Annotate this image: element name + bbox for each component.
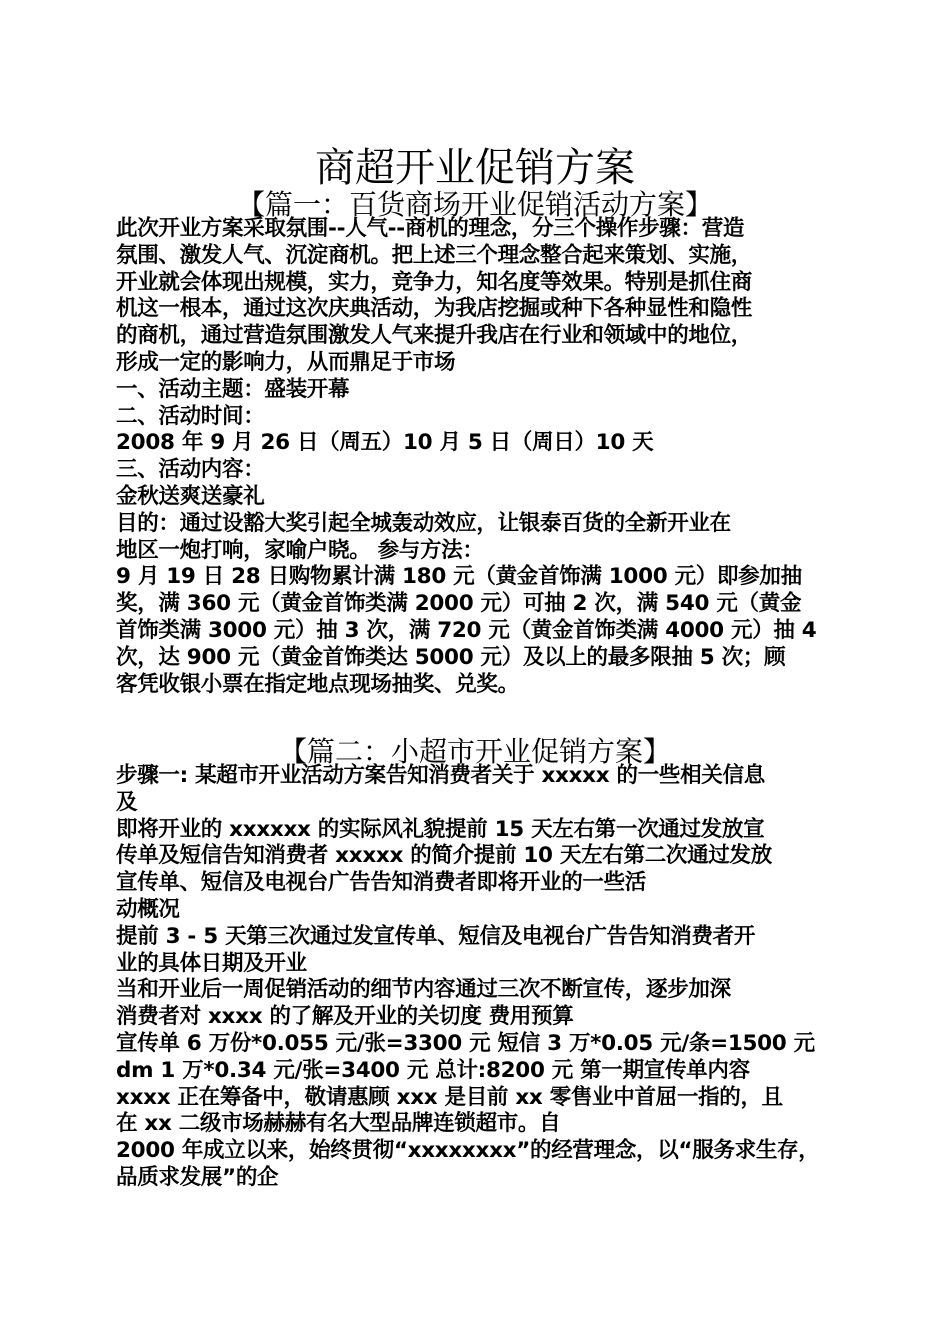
text-line: 地区一炮打响，家喻户晓。 参与方法： bbox=[116, 537, 484, 563]
text-line: 2008 年 9 月 26 日（周五）10 月 5 日（周日）10 天 bbox=[116, 430, 654, 456]
text-line: 传单及短信告知消费者 xxxxx 的简介提前 10 天左右第二次通过发放 bbox=[116, 843, 772, 869]
text-line: 氛围、激发人气、沉淀商机。把上述三个理念整合起来策划、实施， bbox=[116, 242, 753, 268]
text-line: 首饰类满 3000 元）抽 3 次，满 720 元（黄金首饰类满 4000 元）抽 4 bbox=[116, 617, 817, 643]
text-line: 一、活动主题：盛装开幕 bbox=[116, 376, 350, 402]
text-line: 2000 年成立以来，始终贯彻“xxxxxxxx”的经营理念，以“服务求生存， bbox=[116, 1138, 820, 1164]
text-line: 业的具体日期及开业 bbox=[116, 950, 307, 976]
text-line: 次，达 900 元（黄金首饰类达 5000 元）及以上的最多限抽 5 次；顾 bbox=[116, 644, 786, 670]
text-line: 的商机，通过营造氛围激发人气来提升我店在行业和领域中的地位， bbox=[116, 323, 753, 349]
text-line: 二、活动时间： bbox=[116, 403, 265, 429]
text-line: 在 xx 二级市场赫赫有名大型品牌连锁超市。自 bbox=[116, 1111, 561, 1137]
text-line: 9 月 19 日 28 日购物累计满 180 元（黄金首饰满 1000 元）即参加抽 bbox=[116, 564, 802, 590]
text-line: 动概况 bbox=[116, 896, 180, 922]
text-line: 步骤一: 某超市开业活动方案告知消费者关于 xxxxx 的一些相关信息 bbox=[116, 763, 765, 788]
text-line: 机这一根本，通过这次庆典活动，为我店挖掘或种下各种显性和隐性 bbox=[116, 296, 753, 322]
text-line: 当和开业后一周促销活动的细节内容通过三次不断宣传，逐步加深 bbox=[116, 977, 731, 1003]
text-line: dm 1 万*0.34 元/张=3400 元 总计:8200 元 第一期宣传单内容 bbox=[116, 1057, 750, 1083]
section2-body bbox=[116, 763, 836, 1192]
section1-body bbox=[116, 216, 836, 698]
text-line: 开业就会体现出规模，实力，竞争力，知名度等效果。特别是抓住商 bbox=[116, 269, 753, 295]
text-line: 宣传单、短信及电视台广告告知消费者即将开业的一些活 bbox=[116, 870, 647, 896]
text-line: 消费者对 xxxx 的了解及开业的关切度 费用预算 bbox=[116, 1004, 574, 1030]
text-line: 提前 3 - 5 天第三次通过发宣传单、短信及电视台广告告知消费者开 bbox=[116, 923, 756, 949]
text-line: 宣传单 6 万份*0.055 元/张=3300 元 短信 3 万*0.05 元/条=1500 元 bbox=[116, 1030, 815, 1056]
text-line: 金秋送爽送豪礼 bbox=[116, 483, 265, 509]
text-line: 三、活动内容： bbox=[116, 457, 265, 483]
text-line: 形成一定的影响力，从而鼎足于市场 bbox=[116, 349, 456, 375]
section2-heading: 【篇二：小超市开业促销方案】 bbox=[278, 735, 671, 769]
document-title: 商超开业促销方案 bbox=[315, 144, 635, 191]
text-line: 即将开业的 xxxxxx 的实际风礼貌提前 15 天左右第一次通过发放宣 bbox=[116, 816, 765, 842]
text-line: 及 bbox=[116, 789, 138, 815]
text-line: 目的：通过设豁大奖引起全城轰动效应，让银泰百货的全新开业在 bbox=[116, 510, 731, 536]
text-line: 此次开业方案采取氛围--人气--商机的理念，分三个操作步骤：营造 bbox=[116, 216, 745, 241]
text-line: 品质求发展”的企 bbox=[116, 1164, 279, 1190]
text-line: xxxx 正在筹备中，敬请惠顾 xxx 是目前 xx 零售业中首屈一指的，且 bbox=[116, 1084, 783, 1110]
section1-heading: 【篇一：百货商场开业促销活动方案】 bbox=[236, 188, 713, 222]
text-line: 奖，满 360 元（黄金首饰类满 2000 元）可抽 2 次，满 540 元（黄金 bbox=[116, 591, 802, 617]
text-line: 客凭收银小票在指定地点现场抽奖、兑奖。 bbox=[116, 671, 519, 697]
